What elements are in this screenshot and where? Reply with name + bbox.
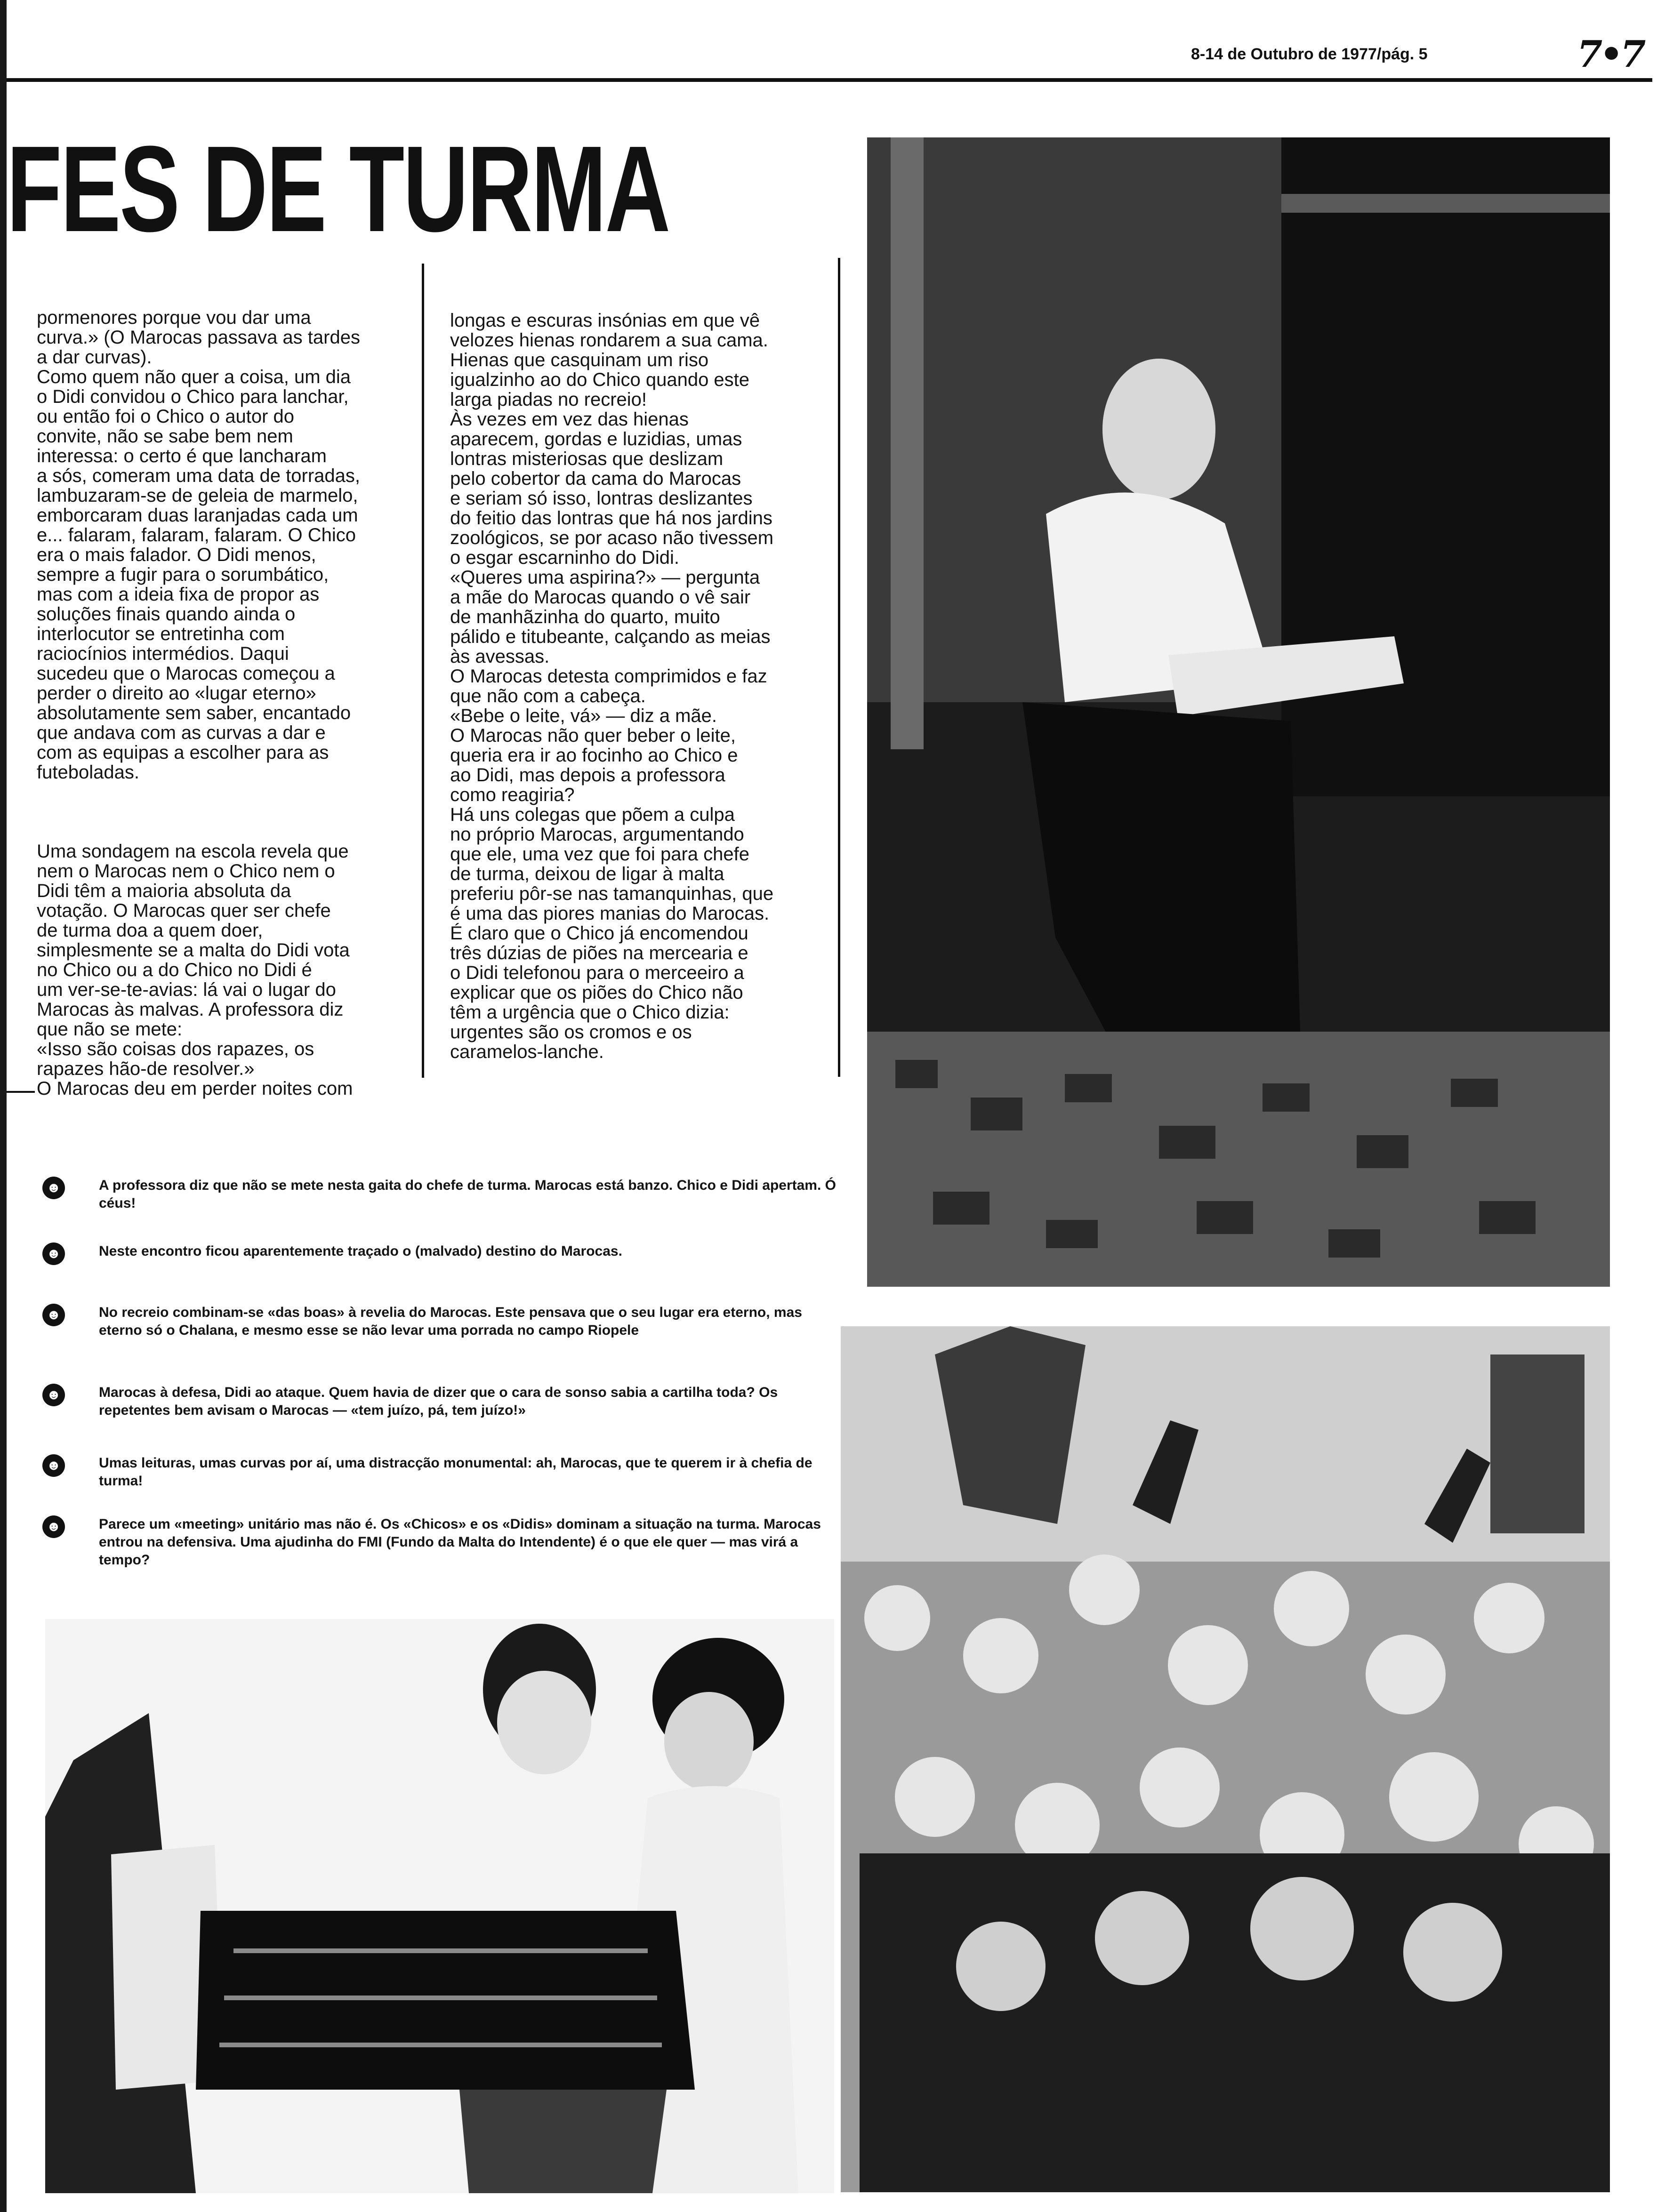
margin-mark	[7, 1091, 35, 1093]
paragraph: pormenores porque vou dar uma curva.» (O Marocas passava as tardes a dar curvas). Como quem não quer a coisa, um dia o Didi convidou o Chico para lanchar, ou então foi o Chico o autor do convite, não se sabe bem nem interessa: o certo é que lancharam a sós, comeram uma data de torradas, lambuzaram-se de geleia de marmelo, emborcaram duas laranjadas cada um e... falaram, falaram, falaram. O Chico era o mais falador. O Didi menos, sempre a fugir para o sorumbático, mas com a ideia fixa de propor as soluções finais quando ainda o interlocutor se entretinha com raciocínios intermédios. Daqui sucedeu que o Marocas começou a perder o direito ao «lugar eterno» absolutamente sem saber, encantado que andava com as curvas a dar e com as equipas a escolher para as futeboladas.	[37, 307, 360, 783]
smiley-icon: ☻	[42, 1454, 65, 1477]
article-column-2	[450, 271, 822, 1082]
page-edge-line	[0, 0, 7, 2212]
issue-date-page: 8-14 de Outubro de 1977/pág. 5	[1191, 45, 1428, 63]
paragraph: Uma sondagem na escola revela que nem o Marocas nem o Chico nem o Didi têm a maioria absoluta da votação. O Marocas quer ser chefe de turma doa a quem doer, simplesmente se a malta do Didi vota no Chico ou a do Chico no Didi é um ver-se-te-avias: lá vai o lugar do Marocas às malvas. A professora diz que não se mete: «Isso são coisas dos rapazes, os rapazes hão-de resolver.» O Marocas deu em perder noites com	[37, 841, 353, 1099]
photo-man-reading	[867, 137, 1610, 1287]
photo-cheering-crowd-image	[841, 1326, 1610, 2192]
caption-text: Marocas à defesa, Didi ao ataque. Quem havia de dizer que o cara de sonso sabia a cartilha toda? Os repetentes bem avisam o Marocas — «tem juízo, pá, tem juízo!»	[99, 1385, 778, 1418]
article-headline	[7, 123, 845, 255]
column-divider	[422, 264, 424, 1078]
magazine-logo: 7•7	[1577, 33, 1643, 76]
caption-text: Neste encontro ficou aparentemente traçado o (malvado) destino do Marocas.	[99, 1243, 622, 1259]
article-column-1	[37, 268, 413, 1118]
photo-foosball-table	[45, 1619, 834, 2193]
caption-text: Parece um «meeting» unitário mas não é. Os «Chicos» e os «Didis» dominam a situação na turma. Marocas entrou na defensiva. Uma ajudinha do FMI (Fundo da Malta do Intendente) é o que ele quer — mas virá a tempo?	[99, 1516, 821, 1568]
photo-man-reading-image	[867, 137, 1610, 1287]
smiley-icon: ☻	[42, 1515, 65, 1538]
caption-text: A professora diz que não se mete nesta gaita do chefe de turma. Marocas está banzo. Chico e Didi apertam. Ó céus!	[99, 1178, 836, 1211]
photo-foosball-table-image	[45, 1619, 834, 2193]
column-divider-right	[838, 258, 840, 1077]
smiley-icon: ☻	[42, 1384, 65, 1406]
caption-text: No recreio combinam-se «das boas» à revelia do Marocas. Este pensava que o seu lugar era eterno, mas eterno só o Chalana, e mesmo esse se não levar uma porrada no campo Riopele	[99, 1305, 802, 1338]
smiley-icon: ☻	[42, 1242, 65, 1265]
smiley-icon: ☻	[42, 1177, 65, 1199]
headline-text: FES DE TURMA	[7, 123, 669, 255]
paragraph: longas e escuras insónias em que vê velozes hienas rondarem a sua cama. Hienas que casquinam um riso igualzinho ao do Chico quando este larga piadas no recreio! Às vezes em vez das hienas aparecem, gordas e luzidias, umas lontras misteriosas que deslizam pelo cobertor da cama do Marocas e seriam só isso, lontras deslizantes do feitio das lontras que há nos jardins zoológicos, se por acaso não tivessem o esgar escarninho do Didi. «Queres uma aspirina?» — pergunta a mãe do Marocas quando o vê sair de manhãzinha do quarto, muito pálido e titubeante, calçando as meias às avessas. O Marocas detesta comprimidos e faz que não com a cabeça. «Bebe o leite, vá» — diz a mãe. O Marocas não quer beber o leite, queria era ir ao focinho ao Chico e ao Didi, mas depois a professora como reagiria? Há uns colegas que põem a culpa no próprio Marocas, argumentando que ele, uma vez que foi para chefe de turma, deixou de ligar à malta preferiu pôr-se nas tamanquinhas, que é uma das piores manias do Marocas. É claro que o Chico já encomendou três dúzias de piões na mercearia e o Didi telefonou para o merceeiro a explicar que os piões do Chico não têm a urgência que o Chico dizia: urgentes são os cromos e os caramelos-lanche.	[450, 310, 774, 1062]
caption-text: Umas leituras, umas curvas por aí, uma distracção monumental: ah, Marocas, que te querem ir à chefia de turma!	[99, 1455, 812, 1489]
header-rule	[7, 78, 1652, 82]
smiley-icon: ☻	[42, 1304, 65, 1326]
photo-cheering-crowd	[841, 1326, 1610, 2192]
